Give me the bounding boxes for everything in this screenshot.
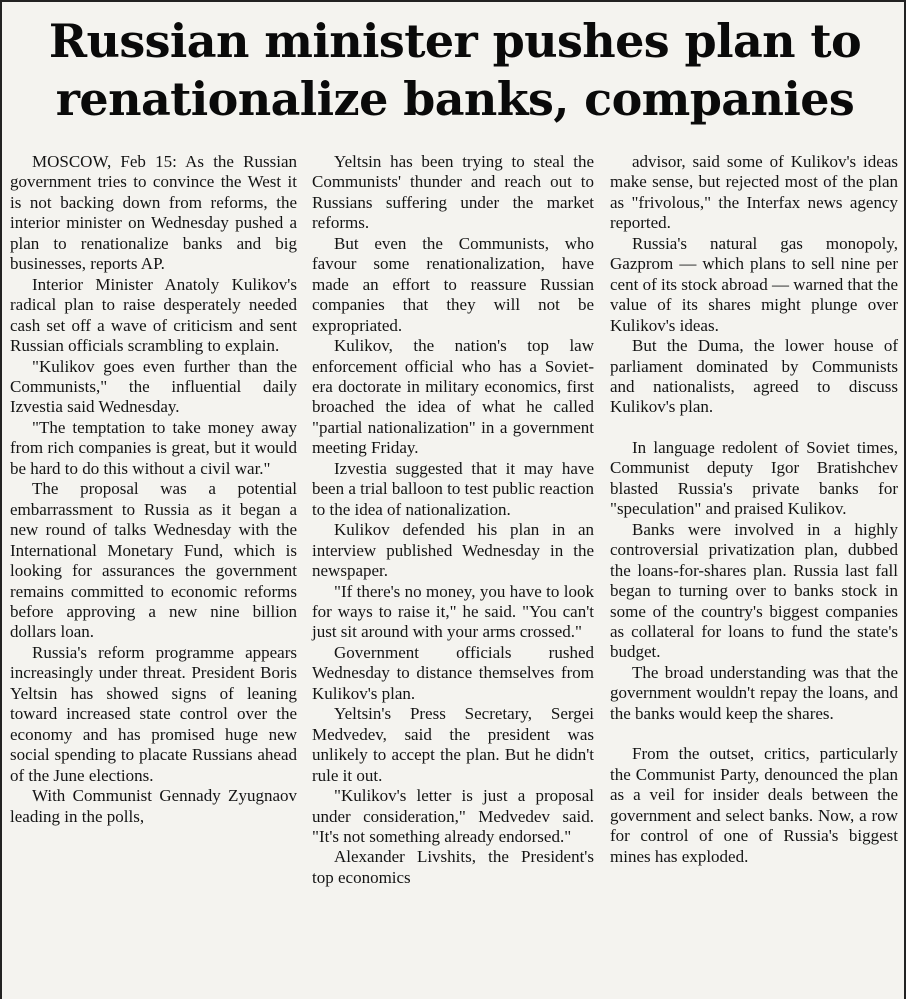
- paragraph: Alexander Livshits, the President's top economics: [312, 847, 594, 887]
- paragraph: Russia's natural gas monopoly, Gazprom — which plans to sell nine per cent of its stock abroad — warned that the value of its shares might plunge over Kulikov's ideas.: [610, 233, 898, 335]
- paragraph: "If there's no money, you have to look for ways to raise it," he said. "You can't just sit around with your arms crossed.": [312, 581, 594, 642]
- paragraph: The proposal was a potential embarrassment to Russia as it began a new round of talks Wednesday with the International Monetary Fund, which is looking for assurances the government remains committed to economic reforms before approving a new nine billion dollars loan.: [10, 479, 297, 642]
- paragraph: From the outset, critics, particularly the Communist Party, denounced the plan as a veil for insider deals between the government and select banks. Now, a row for control of one of Russia's biggest mines has exploded.: [610, 744, 898, 866]
- paragraph: Government officials rushed Wednesday to distance themselves from Kulikov's plan.: [312, 642, 594, 703]
- paragraph: Yeltsin has been trying to steal the Communists' thunder and reach out to Russians suffering under the market reforms.: [312, 152, 594, 233]
- paragraph: Kulikov, the nation's top law enforcement official who has a Soviet-era doctorate in military economics, first broached the idea of what he called "partial nationalization" in a government meeting Friday.: [312, 336, 594, 458]
- paragraph: Banks were involved in a highly controversial privatization plan, dubbed the loans-for-shares plan. Russia last fall began to turning over to banks stock in some of the country's biggest companies as collateral for loans to fund the state's budget.: [610, 519, 898, 662]
- paragraph: Izvestia suggested that it may have been a trial balloon to test public reaction to the idea of nationalization.: [312, 458, 594, 519]
- article-column-3: [610, 152, 898, 867]
- paragraph: With Communist Gennady Zyugnaov leading in the polls,: [10, 786, 297, 826]
- paragraph: But even the Communists, who favour some renationalization, have made an effort to reassure Russian companies that they will not be expropriated.: [312, 233, 594, 335]
- paragraph: But the Duma, the lower house of parliament dominated by Communists and nationalists, agreed to discuss Kulikov's plan.: [610, 336, 898, 417]
- paragraph: Russia's reform programme appears increasingly under threat. President Boris Yeltsin has showed signs of leaning toward increased state control over the economy and has promised huge new social spending to placate Russians ahead of the June elections.: [10, 642, 297, 785]
- paragraph: "Kulikov's letter is just a proposal under consideration," Medvedev said. "It's not something already endorsed.": [312, 786, 594, 846]
- paragraph: MOSCOW, Feb 15: As the Russian government tries to convince the West it is not backing down from reforms, the interior minister on Wednesday pushed a plan to renationalize banks and big businesses, reports AP.: [10, 152, 297, 274]
- paragraph: "The temptation to take money away from rich companies is great, but it would be hard to do this without a civil war.": [10, 417, 297, 478]
- paragraph: Interior Minister Anatoly Kulikov's radical plan to raise desperately needed cash set off a wave of criticism and sent Russian officials scrambling to explain.: [10, 274, 297, 356]
- paragraph: The broad understanding was that the government wouldn't repay the loans, and the banks would keep the shares.: [610, 662, 898, 723]
- paragraph: advisor, said some of Kulikov's ideas make sense, but rejected most of the plan as "frivolous," the Interfax news agency reported.: [610, 152, 898, 233]
- paragraph: Kulikov defended his plan in an interview published Wednesday in the newspaper.: [312, 520, 594, 581]
- paragraph: Yeltsin's Press Secretary, Sergei Medvedev, said the president was unlikely to accept the plan. But he didn't rule it out.: [312, 704, 594, 785]
- paragraph: "Kulikov goes even further than the Communists," the influential daily Izvestia said Wednesday.: [10, 356, 297, 417]
- paragraph: In language redolent of Soviet times, Communist deputy Igor Bratishchev blasted Russia's private banks for "speculation" and praised Kulikov.: [610, 437, 898, 519]
- headline-line-2: renationalize banks, companies: [55, 72, 855, 126]
- article-column-2: [312, 152, 594, 888]
- article-column-1: [10, 152, 297, 827]
- headline: [2, 12, 906, 128]
- headline-line-1: Russian minister pushes plan to: [48, 14, 862, 68]
